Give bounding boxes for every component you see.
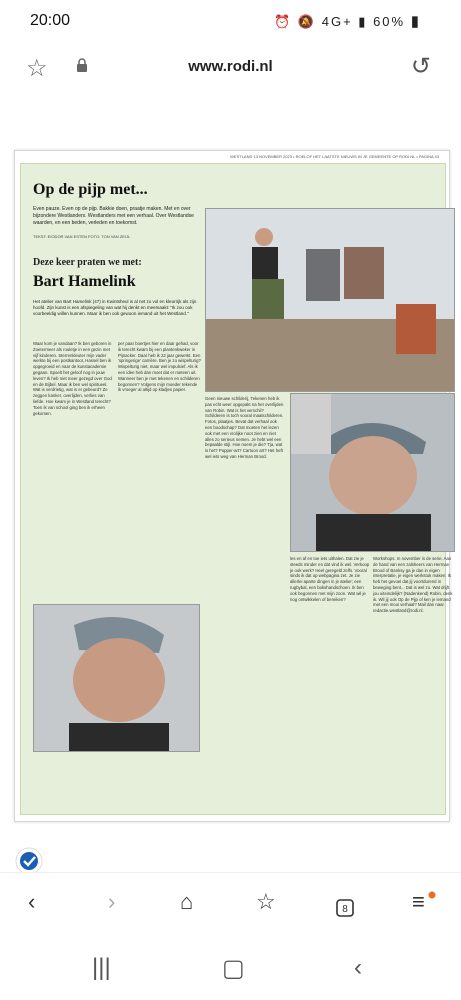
system-nav-bar [0, 940, 461, 1000]
bookmarks-icon[interactable]: ☆ [256, 889, 276, 914]
tabs-icon[interactable] [334, 897, 356, 919]
status-time: 20:00 [30, 12, 71, 29]
portrait-photo [290, 393, 455, 552]
shield-badge-icon[interactable] [15, 847, 43, 875]
menu-icon[interactable]: ≡ [412, 889, 425, 914]
bookmark-star-icon[interactable]: ☆ [26, 55, 48, 82]
article-lead: Het atelier van Bart Hamelink (47) in Kwintsheul is al net zo vol en kleurrijk als zijn hoofd. Zijn kunst is een afspiegeling van wat hij denkt en meemaakt: "Ik zou ook voorbeeldig willen kunnen. Maar ik ben ook gewoon iemand uit het Westland." [33, 299, 197, 316]
status-bar [0, 0, 461, 44]
article-column-4: les en af en toe iets uithalen. Dat zie je steeds minder en dat vind ik wel. Verkoop je ook werk? Heel geregeld zelfs. Vooral sinds ik dat op webpagina zet. Je zie allerlei aparte dingen in je atelier; een rugbybal, een bokshandschoen. Ik ben ook begonnen met mijn zoon. Wat wil je nog ontwikkelen of bereiken? [290, 556, 370, 602]
status-icons [274, 12, 421, 30]
battery-icon: ▮ [410, 13, 421, 30]
back-button-icon[interactable]: ‹ [354, 954, 362, 981]
address-bar [0, 44, 461, 90]
url-text[interactable]: www.rodi.nl [188, 58, 273, 75]
article-intro: Even pauze. Even op de pijp. Bakkie doen, praatje maken. Met en over bijzondere Westlanders. Westlanders met een verhaal. Over Westlandse waarden, en een beden, verleden en toekomst. [33, 206, 194, 226]
browser-toolbar [0, 872, 461, 937]
closeup-photo [33, 604, 200, 752]
mute-icon: 🔕 [297, 14, 317, 29]
forward-icon[interactable]: › [108, 889, 116, 914]
page-content [0, 120, 461, 845]
article-credit: TEKST: EIODOR VAN ESTEN FOTO: TON VAN ZEIJL [33, 234, 131, 239]
article-column-1: Waar kom je vandaan? Ik ben geboren in Zoetermeer als rouletje in een gezin met vijf kinderen. Sterrenkleuter mijn vader werkte bij een postkantoor, Hassel ben ik opgegroeid en naar de kunstacademie gegaan. Spoelt het geloof nog in jouw leven? Ik heb niet meer gezegd over God en de Bijbel. Maar ik ben wel spiritueel. Wat is verdrietig, wat is er gebeurd? Ze zeggen kanker, overlijden, verlies van liefde. Hoe kwam je in Westland terecht? Toen ik van school ging ben ik erheen gekomen. [33, 341, 112, 416]
article-title: Op de pijp met... [33, 181, 148, 198]
notification-dot-icon [428, 891, 436, 899]
article-column-3: Geen nieuwe schilderij, Tekenen heb ik pas echt weer opgepakt na het overlijden van Robin. Wat is het verschil? Schilderen is toch vooral maatschilderen. Fotos, plaatjes. Bevat dat verhaal ook een boodschap? Dat moeten het lezen ook met een vrolijke noot zien en niet alles zo serieus nemen. Je hebt wel een bepaalde stijl. Hoe noem je die? Tja, wat is het? Pupper-art? Cartoon art? Het heft wel iets weg van Herman Brood. [205, 396, 284, 459]
article-name: Bart Hamelink [33, 273, 136, 290]
home-icon[interactable]: ⌂ [180, 889, 194, 914]
svg-text:8: 8 [342, 904, 348, 915]
article-subhead: Deze keer praten we met: [33, 257, 142, 268]
home-button-icon[interactable]: ▢ [222, 955, 245, 982]
reload-icon[interactable]: ↺ [410, 53, 431, 80]
network-label: 4G+ [321, 14, 353, 29]
newspaper-page[interactable] [14, 150, 453, 822]
article-column-5: Workshops. In november is de serie. Aan de hand van een zalsheers van Herman Brood of Banksy ga je dan in eigen interpretatie, je eigen werkstuk maken. Ik heb het gevoel dat jij voortdurend in beweging bent... Dat is wel zo. Wat drijft jou uiteindelijk? (Nadenkend) Robin, denk ik. Wil jij ook Op de Pijp of ken je iemand met een mooi verhaal? Mail dan naar redactie.westland@rodi.nl. [373, 556, 453, 614]
battery-label: 60% [373, 14, 406, 29]
signal-icon: ▮ [358, 14, 368, 29]
paper-header: WESTLAND 13 NOVEMBER 2023 • ROELOF HET LAATSTE NIEUWS IN JE GEMEENTE OP RODI.NL • PAGINA 43 [230, 154, 439, 159]
atelier-photo [205, 208, 455, 392]
recent-apps-icon[interactable]: ||| [92, 954, 111, 981]
article-column-2: per paar boertjes hier en daar gehad, voor ik terecht kwam bij een plantenkweker in Pijnacker. Daar heb ik 22 jaar gewerkt. Een 'springerige' carrière. Ben je zo wispelturig? Wispelturig niet, maar wel impulsief. Als ik een idee heb dan moet dat er meteen uit. Wanneer ben je met tekenen en schilderen begonnen? Volgens mijn moeder tekende ik vroeger al altijd op kladjes papier. [118, 341, 201, 393]
back-icon[interactable]: ‹ [28, 889, 36, 914]
alarm-icon: ⏰ [274, 14, 293, 29]
